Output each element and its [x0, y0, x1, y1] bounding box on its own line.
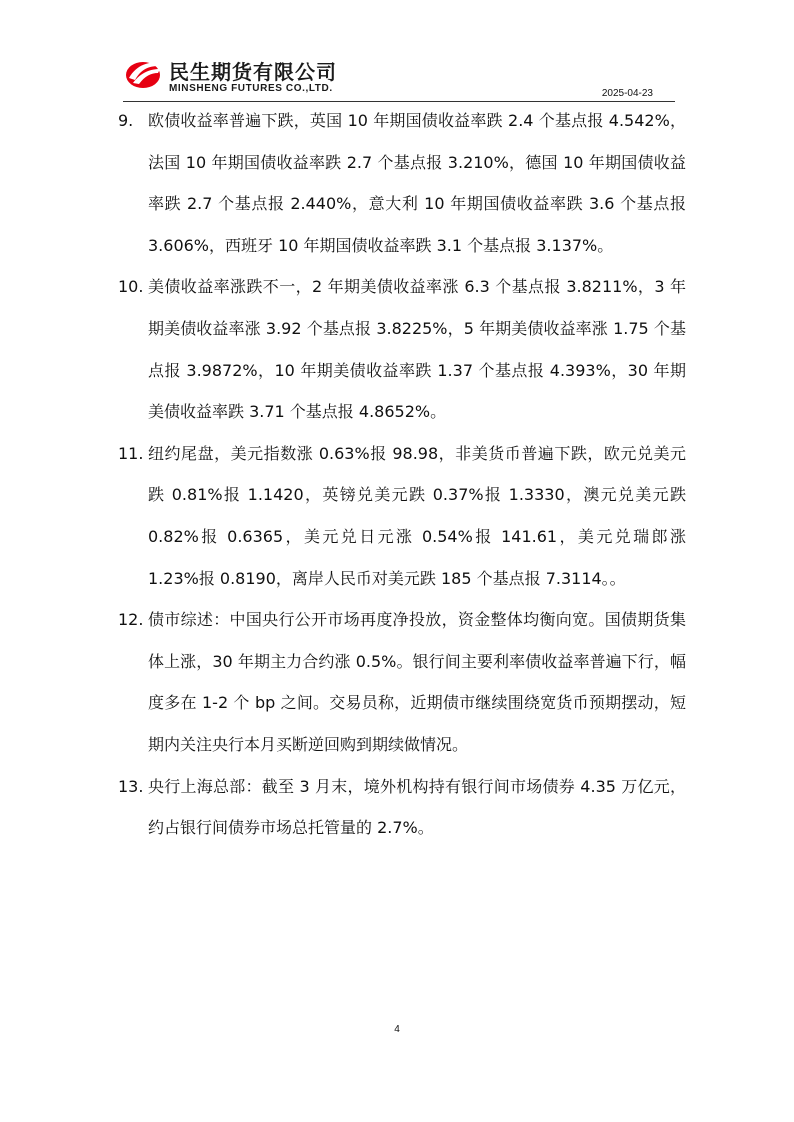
item-number: 11.: [118, 443, 144, 463]
page-number: 4: [394, 1024, 400, 1035]
item-text: 美债收益率涨跌不一，2 年期美债收益率涨 6.3 个基点报 3.8211%，3 年期美债收益率涨 3.92 个基点报 3.8225%，5 年期美债收益率涨 1.75 个基点报 3.9872%，10 年期美债收益率跌 1.37 个基点报 4.393%，30 年期美债收益率跌 3.71 个基点报 4.8652%。: [148, 277, 686, 422]
report-date: 2025-04-23: [601, 88, 653, 99]
item-text: 纽约尾盘，美元指数涨 0.63%报 98.98，非美货币普遍下跌，欧元兑美元跌 0.81%报 1.1420，英镑兑美元跌 0.37%报 1.3330，澳元兑美元跌 0.82%报 0.6365，美元兑日元涨 0.54%报 141.61，美元兑瑞郎涨 1.23%报 0.8190，离岸人民币对美元跌 185 个基点报 7.3114。。: [148, 443, 686, 588]
item-number: 9.: [118, 111, 134, 130]
list-item: [116, 433, 686, 599]
item-number: 13.: [118, 776, 144, 796]
list-item: [116, 100, 686, 266]
item-number: 12.: [118, 610, 144, 630]
list-item: [116, 599, 686, 765]
minsheng-logo-icon: [123, 56, 163, 90]
news-list: [116, 100, 686, 849]
item-text: 债市综述：中国央行公开市场再度净投放，资金整体均衡向宽。国债期货集体上涨，30 年期主力合约涨 0.5%。银行间主要利率债收益率普遍下行，幅度多在 1-2 个 bp 之间。交易员称，近期债市继续围绕宽货币预期摆动，短期内关注央行本月买断逆回购到期续做情况。: [148, 610, 686, 754]
company-name-cn: 民生期货有限公司: [169, 60, 337, 84]
page-header: [123, 52, 675, 102]
item-number: 10.: [118, 277, 144, 297]
item-text: 央行上海总部：截至 3 月末，境外机构持有银行间市场债券 4.35 万亿元，约占银行间债券市场总托管量的 2.7%。: [148, 776, 686, 838]
list-item: [116, 766, 686, 849]
company-name-en: MINSHENG FUTURES CO.,LTD.: [169, 83, 333, 94]
list-item: [116, 266, 686, 432]
item-text: 欧债收益率普遍下跌，英国 10 年期国债收益率跌 2.4 个基点报 4.542%，法国 10 年期国债收益率跌 2.7 个基点报 3.210%，德国 10 年期国债收益率跌 2.7 个基点报 2.440%，意大利 10 年期国债收益率跌 3.6 个基点报 3.606%，西班牙 10 年期国债收益率跌 3.1 个基点报 3.137%。: [148, 111, 686, 255]
